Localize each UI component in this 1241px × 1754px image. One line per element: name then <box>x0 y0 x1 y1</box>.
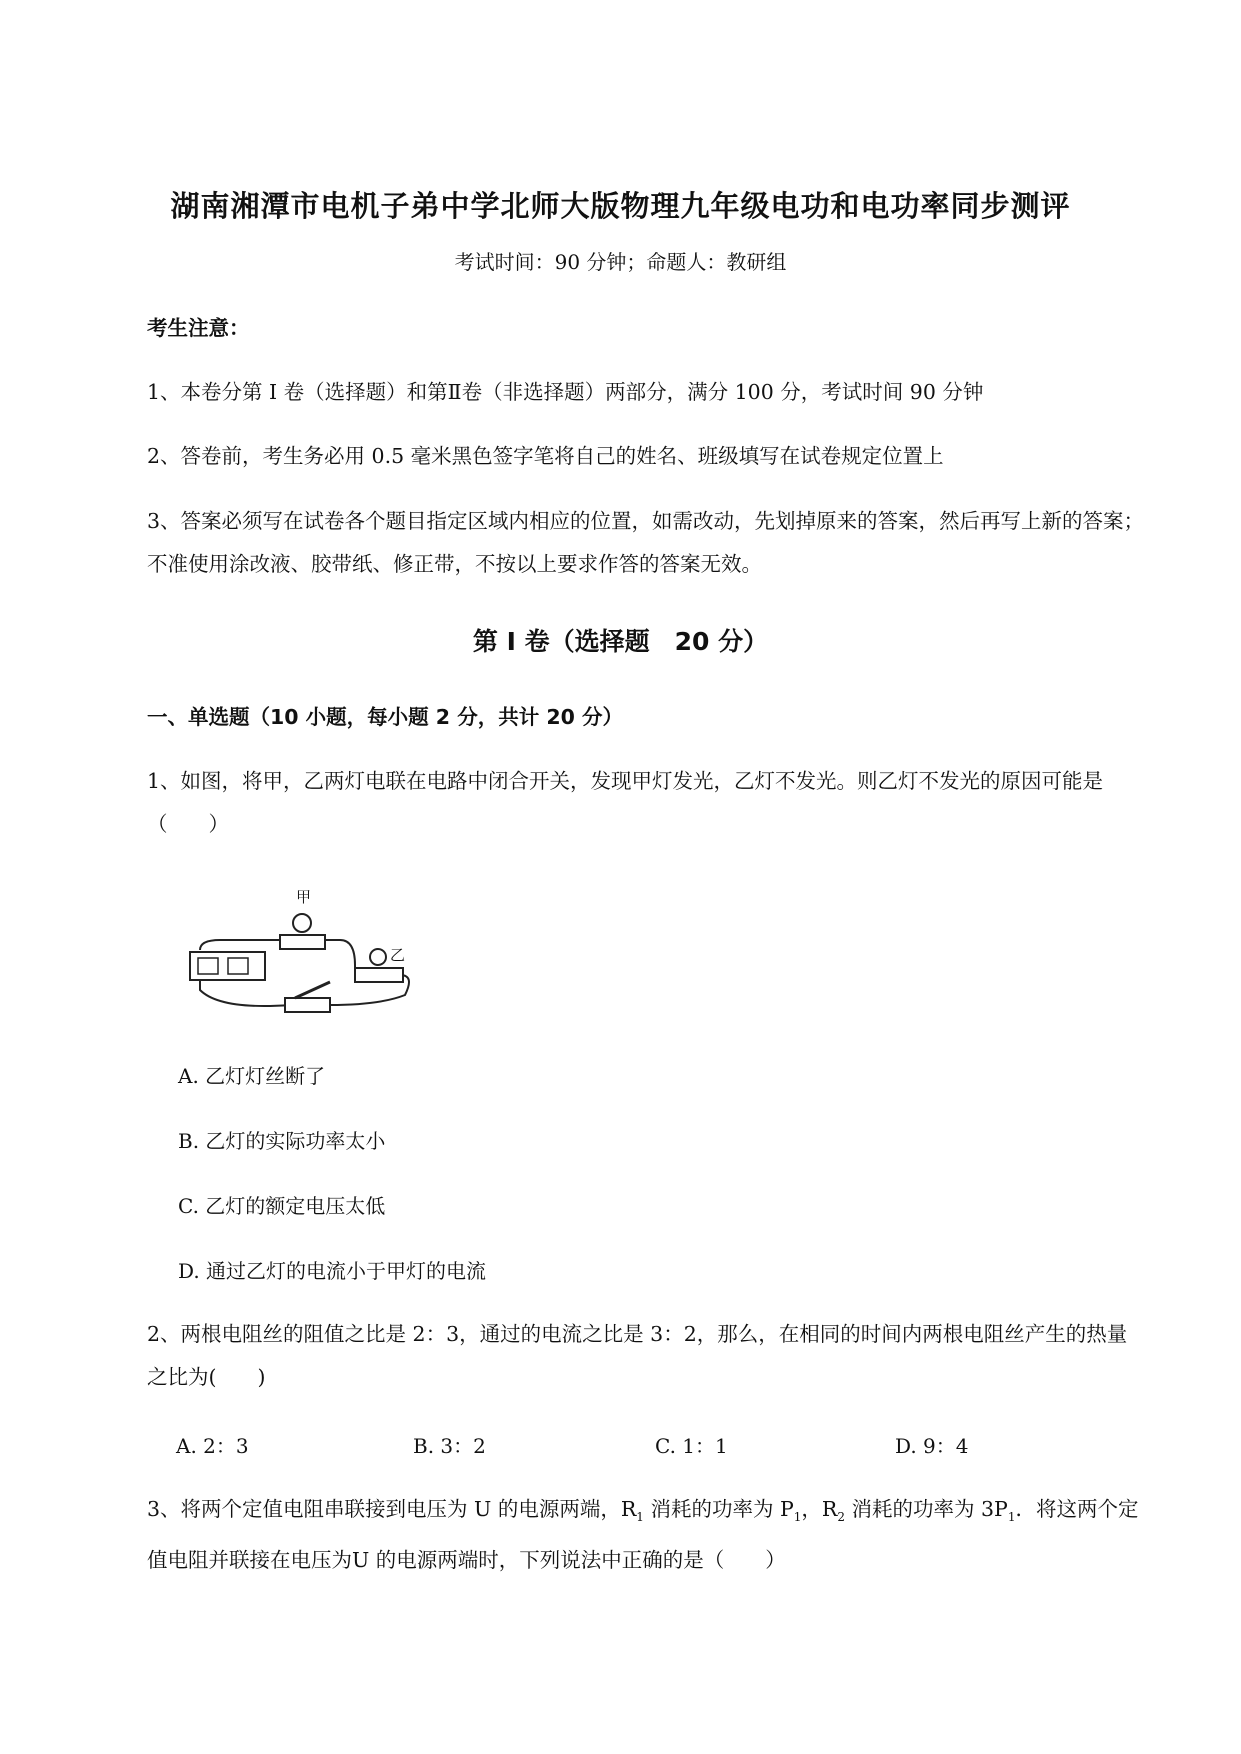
q3-text: ，R <box>801 1497 838 1521</box>
battery-cell <box>198 958 218 974</box>
question-1-stem: 1、如图，将甲，乙两灯电联在电路中闭合开关，发现甲灯发光，乙灯不发光。则乙灯不发光的原因可能是（ ） <box>147 769 1104 836</box>
q3-text: ．将这两个定值电阻并联接在电压为U 的电源两端时，下列说法中正确的是（ ） <box>147 1497 1139 1573</box>
exam-meta: 考试时间：90 分钟；命题人：教研组 <box>454 250 787 274</box>
circuit-diagram <box>180 880 430 1020</box>
lamp-base-jia <box>280 935 325 949</box>
question-3-stem <box>147 1488 1147 1582</box>
q3-subscript: 1 <box>1007 1510 1016 1525</box>
q3-text: 消耗的功率为 3P <box>844 1497 1008 1521</box>
q2-option-a: A. 2：3 <box>176 1434 249 1458</box>
switch-base <box>285 998 330 1012</box>
q3-text: 消耗的功率为 P <box>643 1497 794 1521</box>
notice-item-3: 3、答案必须写在试卷各个题目指定区域内相应的位置，如需改动，先划掉原来的答案，然后再写上新的答案；不准使用涂改液、胶带纸、修正带，不按以上要求作答的答案无效。 <box>147 509 1145 576</box>
lamp-label-yi: 乙 <box>390 946 406 964</box>
notice-heading: 考生注意： <box>147 316 250 340</box>
q1-option-d: D. 通过乙灯的电流小于甲灯的电流 <box>178 1259 487 1283</box>
question-2-stem: 2、两根电阻丝的阻值之比是 2：3，通过的电流之比是 3：2，那么，在相同的时间内两根电阻丝产生的热量之比为( ) <box>147 1322 1128 1389</box>
battery-cell <box>228 958 248 974</box>
q1-option-b: B. 乙灯的实际功率太小 <box>178 1129 386 1153</box>
switch-lever <box>295 982 330 998</box>
q3-subscript: 2 <box>837 1510 845 1525</box>
q1-option-a: A. 乙灯灯丝断了 <box>178 1064 326 1088</box>
lamp-bulb-yi <box>370 949 386 965</box>
q1-option-c: C. 乙灯的额定电压太低 <box>178 1194 386 1218</box>
q2-option-c: C. 1：1 <box>655 1434 728 1458</box>
q3-text: 3、将两个定值电阻串联接到电压为 U 的电源两端，R <box>147 1497 637 1521</box>
lamp-label-jia: 甲 <box>296 888 312 906</box>
lamp-base-yi <box>355 968 403 982</box>
q2-option-b: B. 3：2 <box>413 1434 486 1458</box>
lamp-bulb-jia <box>293 914 311 932</box>
exam-title: 湖南湘潭市电机子弟中学北师大版物理九年级电功和电功率同步测评 <box>170 189 1071 223</box>
q2-option-d: D. 9：4 <box>895 1434 969 1458</box>
section-subheading: 一、单选题（10 小题，每小题 2 分，共计 20 分） <box>147 705 624 729</box>
section-title: 第 I 卷（选择题 20 分） <box>472 627 769 656</box>
q3-subscript: 1 <box>793 1510 802 1525</box>
notice-item-2: 2、答卷前，考生务必用 0.5 毫米黑色签字笔将自己的姓名、班级填写在试卷规定位置上 <box>147 444 944 468</box>
notice-item-1: 1、本卷分第 I 卷（选择题）和第Ⅱ卷（非选择题）两部分，满分 100 分，考试时间 90 分钟 <box>147 380 984 404</box>
q3-subscript: 1 <box>636 1510 644 1525</box>
